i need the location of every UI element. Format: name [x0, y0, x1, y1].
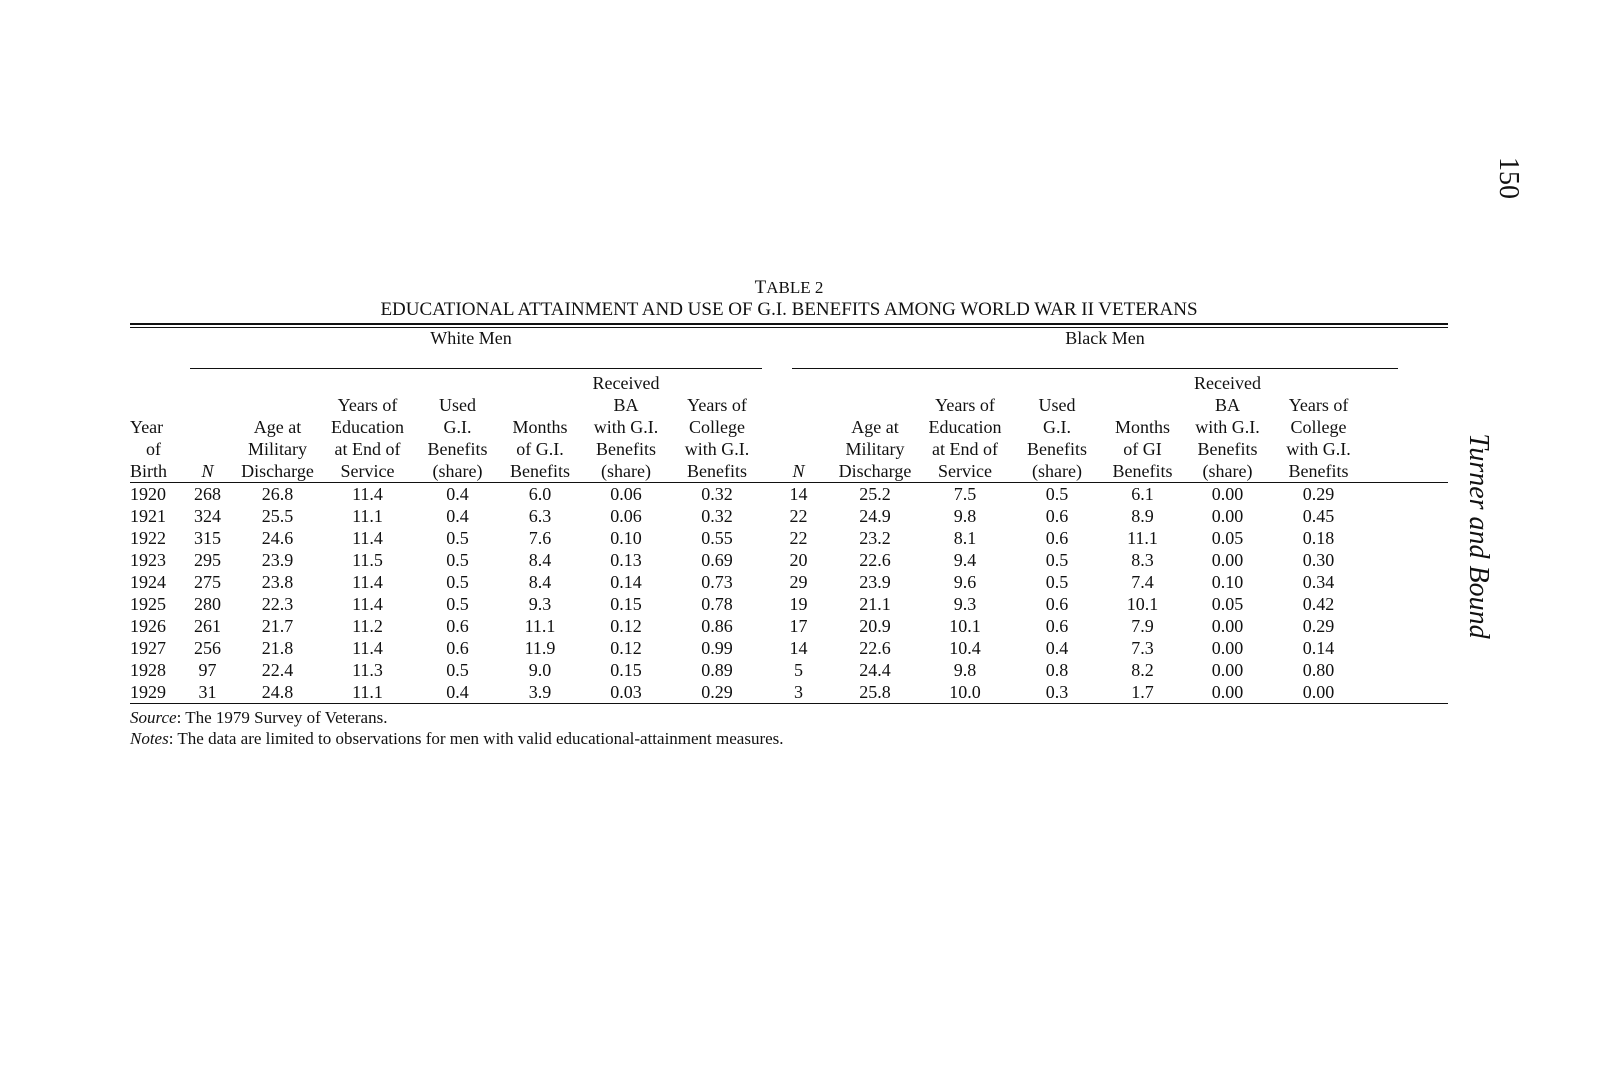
table-cell: 21.1 [859, 594, 891, 614]
col-black-years-college: Years of College with G.I. Benefits [1269, 372, 1448, 483]
table-cell: 0.73 [701, 572, 733, 592]
table-cell: 268 [194, 484, 221, 504]
table-cell: 0.00 [1211, 616, 1244, 636]
table-cell: 0.6 [1045, 594, 1069, 614]
table-cell: 19 [789, 594, 808, 614]
table-cell: 0.12 [610, 616, 642, 636]
table-row [130, 549, 1448, 571]
table-cell: 1928 [130, 660, 166, 680]
table-cell: 24.6 [261, 528, 294, 548]
table-cell: 0.4 [415, 681, 500, 704]
table-cell: 1926 [130, 616, 166, 636]
table-cell: 0.5 [446, 572, 469, 592]
table-cell: 21.8 [261, 638, 294, 658]
page-number: 150 [1493, 157, 1524, 199]
table-cell: 0.55 [701, 528, 733, 548]
col-black-age: Age at Military Discharge [835, 372, 915, 483]
table-cell: 10.4 [949, 638, 981, 658]
group-header-row [130, 328, 1448, 364]
table-cell: 8.9 [1131, 506, 1154, 526]
col-black-used-benefits: Used G.I. Benefits (share) [1015, 372, 1099, 483]
table-cell: 1929 [130, 681, 180, 704]
table-cell: 0.18 [1302, 528, 1335, 548]
table-row [130, 505, 1448, 527]
table-cell: 0.00 [1211, 638, 1244, 658]
table-cell: 25.8 [835, 681, 915, 704]
table-cell: 8.1 [953, 528, 977, 548]
table-cell: 9.3 [953, 594, 977, 614]
table-cell: 0.10 [610, 528, 642, 548]
table-cell: 8.3 [1131, 550, 1154, 570]
table-cell: 14 [789, 484, 808, 504]
table-cell: 22 [789, 528, 808, 548]
table-cell: 3 [762, 681, 835, 704]
table-row [130, 483, 1448, 506]
table-cell: 9.8 [953, 660, 977, 680]
table-cell: 23.9 [859, 572, 891, 592]
table-cell: 24.4 [859, 660, 891, 680]
table-cell: 1925 [130, 594, 166, 614]
table-cell: 9.8 [953, 506, 977, 526]
table-cell: 7.9 [1131, 616, 1154, 636]
table-cell: 0.5 [1045, 550, 1069, 570]
table-cell: 8.4 [528, 550, 552, 570]
table-cell: 324 [194, 506, 221, 526]
table-row [130, 681, 1448, 704]
col-white-n: N [180, 372, 235, 483]
table-label-initial: T [754, 277, 767, 298]
table-cell: 7.3 [1131, 638, 1154, 658]
table-cell: 0.00 [1211, 550, 1244, 570]
table-cell: 0.69 [701, 550, 733, 570]
table-cell: 280 [194, 594, 221, 614]
table-cell: 10.1 [1126, 594, 1159, 614]
col-year-of-birth: Year of Birth [130, 372, 180, 483]
table-cell: 0.5 [1045, 572, 1069, 592]
column-header-row [130, 372, 1448, 483]
table-cell: 0.5 [446, 528, 469, 548]
table-cell: 26.8 [261, 484, 294, 504]
table-cell: 7.6 [528, 528, 552, 548]
table-cell: 22.6 [859, 638, 891, 658]
table-cell: 0.45 [1302, 506, 1335, 526]
table-cell: 0.32 [701, 484, 733, 504]
col-black-n: N [762, 372, 835, 483]
table-cell: 0.00 [1211, 484, 1244, 504]
table-cell: 0.89 [701, 660, 733, 680]
table-cell: 0.6 [446, 616, 469, 636]
group-rule-row [130, 364, 1448, 372]
table-cell: 97 [198, 660, 217, 680]
notes-note: Notes: The data are limited to observations for men with valid educational-attainment measures. [130, 729, 784, 748]
data-table [130, 328, 1448, 704]
table-cell: 9.3 [528, 594, 552, 614]
table-cell: 24.8 [235, 681, 320, 704]
table-cell: 0.29 [672, 681, 762, 704]
table-cell: 20.9 [859, 616, 891, 636]
col-white-used-benefits: Used G.I. Benefits (share) [415, 372, 500, 483]
table-cell: 11.4 [352, 594, 383, 614]
table-cell: 11.5 [352, 550, 383, 570]
table-cell: 0.06 [610, 484, 642, 504]
table-cell: 25.5 [261, 506, 294, 526]
source-note: Source: The 1979 Survey of Veterans. [130, 708, 388, 727]
table-row [130, 571, 1448, 593]
table-cell: 1922 [130, 528, 166, 548]
table-notes [130, 707, 1448, 749]
table-cell: 0.6 [446, 638, 469, 658]
table-row [130, 637, 1448, 659]
table-cell: 295 [194, 550, 221, 570]
col-white-age: Age at Military Discharge [235, 372, 320, 483]
table-cell: 0.34 [1302, 572, 1335, 592]
table-cell: 14 [789, 638, 808, 658]
table-cell: 0.15 [610, 660, 642, 680]
table-cell: 315 [194, 528, 221, 548]
table-cell: 0.13 [610, 550, 642, 570]
table-cell: 0.06 [610, 506, 642, 526]
table-cell: 20 [789, 550, 808, 570]
table-cell: 0.29 [1302, 616, 1335, 636]
table-cell: 11.4 [352, 484, 383, 504]
table-cell: 11.1 [320, 681, 415, 704]
table-label [130, 278, 1448, 298]
group-white-men: White Men [430, 328, 512, 348]
table-cell: 256 [194, 638, 221, 658]
table-cell: 9.0 [528, 660, 552, 680]
table-cell: 0.30 [1302, 550, 1335, 570]
table-block [130, 278, 1448, 749]
table-cell: 11.3 [352, 660, 383, 680]
table-label-rest: ABLE 2 [766, 278, 824, 297]
table-cell: 0.3 [1015, 681, 1099, 704]
table-cell: 0.5 [1045, 484, 1069, 504]
table-cell: 0.10 [1211, 572, 1244, 592]
table-cell: 1920 [130, 484, 166, 504]
black-men-rule [792, 368, 1398, 369]
table-cell: 0.12 [610, 638, 642, 658]
group-black-men: Black Men [1065, 328, 1145, 348]
table-row [130, 659, 1448, 681]
table-cell: 1923 [130, 550, 166, 570]
table-cell: 11.1 [352, 506, 383, 526]
table-cell: 0.5 [446, 660, 469, 680]
table-cell: 23.2 [859, 528, 891, 548]
table-cell: 23.9 [261, 550, 294, 570]
table-cell: 0.00 [1269, 681, 1448, 704]
table-cell: 0.6 [1045, 506, 1069, 526]
table-cell: 21.7 [261, 616, 294, 636]
table-cell: 11.4 [352, 638, 383, 658]
table-cell: 25.2 [859, 484, 891, 504]
table-cell: 0.15 [610, 594, 642, 614]
table-cell: 0.86 [701, 616, 733, 636]
table-cell: 0.4 [446, 484, 469, 504]
table-row [130, 527, 1448, 549]
table-cell: 22 [789, 506, 808, 526]
table-cell: 0.14 [610, 572, 642, 592]
table-cell: 17 [789, 616, 808, 636]
table-cell: 0.6 [1045, 616, 1069, 636]
table-cell: 0.00 [1211, 506, 1244, 526]
table-body [130, 483, 1448, 704]
table-cell: 3.9 [500, 681, 580, 704]
table-cell: 275 [194, 572, 221, 592]
table-cell: 10.1 [949, 616, 981, 636]
table-cell: 0.78 [701, 594, 733, 614]
table-cell: 11.2 [352, 616, 383, 636]
table-cell: 22.6 [859, 550, 891, 570]
table-cell: 0.8 [1045, 660, 1069, 680]
white-men-rule [190, 368, 762, 369]
table-row [130, 615, 1448, 637]
table-cell: 0.03 [580, 681, 672, 704]
col-white-received-ba: Received BA with G.I. Benefits (share) [580, 372, 672, 483]
table-cell: 1927 [130, 638, 166, 658]
table-cell: 11.1 [1127, 528, 1158, 548]
table-cell: 1921 [130, 506, 166, 526]
table-cell: 22.3 [261, 594, 294, 614]
table-cell: 261 [194, 616, 221, 636]
col-black-years-education: Years of Education at End of Service [915, 372, 1015, 483]
table-cell: 0.05 [1211, 594, 1244, 614]
col-white-years-education: Years of Education at End of Service [320, 372, 415, 483]
table-cell: 0.42 [1302, 594, 1335, 614]
table-title: EDUCATIONAL ATTAINMENT AND USE OF G.I. BENEFITS AMONG WORLD WAR II VETERANS [380, 299, 1198, 320]
table-cell: 11.9 [524, 638, 556, 658]
table-cell: 29 [789, 572, 808, 592]
col-white-months: Months of G.I. Benefits [500, 372, 580, 483]
table-cell: 0.6 [1045, 528, 1069, 548]
table-cell: 9.4 [953, 550, 977, 570]
table-cell: 6.3 [528, 506, 552, 526]
table-cell: 0.5 [446, 594, 469, 614]
table-cell: 0.4 [446, 506, 469, 526]
table-cell: 0.14 [1302, 638, 1335, 658]
col-black-received-ba: Received BA with G.I. Benefits (share) [1186, 372, 1269, 483]
table-cell: 0.05 [1211, 528, 1244, 548]
table-cell: 6.1 [1131, 484, 1154, 504]
table-cell: 11.4 [352, 572, 383, 592]
col-white-years-college: Years of College with G.I. Benefits [672, 372, 762, 483]
table-cell: 10.0 [915, 681, 1015, 704]
table-cell: 6.0 [528, 484, 552, 504]
table-cell: 9.6 [953, 572, 977, 592]
table-cell: 5 [794, 660, 803, 680]
table-cell: 0.80 [1302, 660, 1335, 680]
table-cell: 0.00 [1211, 660, 1244, 680]
table-cell: 7.4 [1131, 572, 1154, 592]
table-cell: 0.32 [701, 506, 733, 526]
table-cell: 22.4 [261, 660, 294, 680]
table-cell: 0.29 [1302, 484, 1335, 504]
table-cell: 11.1 [524, 616, 556, 636]
table-cell: 1.7 [1099, 681, 1186, 704]
col-black-months: Months of GI Benefits [1099, 372, 1186, 483]
table-cell: 31 [180, 681, 235, 704]
table-cell: 0.4 [1045, 638, 1069, 658]
table-cell: 0.99 [701, 638, 733, 658]
table-cell: 23.8 [261, 572, 294, 592]
table-cell: 24.9 [859, 506, 891, 526]
table-cell: 8.4 [528, 572, 552, 592]
table-cell: 1924 [130, 572, 166, 592]
table-cell: 0.00 [1186, 681, 1269, 704]
table-cell: 0.5 [446, 550, 469, 570]
table-cell: 7.5 [953, 484, 977, 504]
running-head: Turner and Bound [1463, 433, 1494, 639]
table-cell: 11.4 [352, 528, 383, 548]
table-row [130, 593, 1448, 615]
table-cell: 8.2 [1131, 660, 1154, 680]
